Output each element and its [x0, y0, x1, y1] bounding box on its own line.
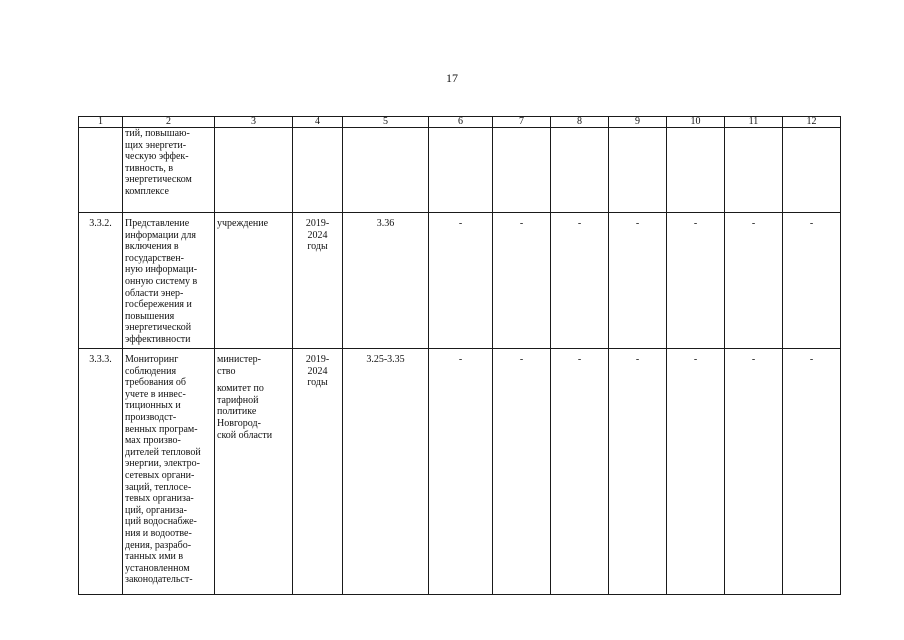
value-cell: - — [429, 213, 493, 349]
indicator: 3.25-3.35 — [343, 349, 429, 595]
term-cell — [293, 213, 343, 349]
measure-name-cell — [123, 213, 215, 349]
measure-name-cell — [123, 128, 215, 213]
column-header: 11 — [725, 117, 783, 128]
measure-name: Мониторинг соблюдения требования об учете в инвес- тиционных и производст- венных програм- мах произво- дителей тепловой энергии, электро- сетевых органи- заций, теплосе- тевых организа- ций, организа- ций водоснабже- ния и водоотве- дения, разрабо- танных ими в установленном законодательст- — [125, 354, 201, 586]
value-cell — [783, 128, 841, 213]
measure-name-cell — [123, 349, 215, 595]
value-cell: - — [609, 349, 667, 595]
term-cell — [293, 128, 343, 213]
column-header: 1 — [79, 117, 123, 128]
term: 2019- 2024 годы — [305, 354, 330, 389]
value-cell: - — [667, 349, 725, 595]
executor-secondary: комитет по тарифной политике Новгород- ской области — [217, 383, 273, 441]
value-cell: - — [783, 213, 841, 349]
value-cell — [551, 128, 609, 213]
column-header: 6 — [429, 117, 493, 128]
value-cell: - — [667, 213, 725, 349]
table-row-3-3-3 — [79, 349, 841, 595]
measure-name: тий, повышаю- щих энергети- ческую эффек- тивность, в энергетическом комплексе — [125, 128, 192, 197]
column-header: 9 — [609, 117, 667, 128]
column-header: 10 — [667, 117, 725, 128]
value-cell: - — [725, 349, 783, 595]
value-cell: - — [609, 213, 667, 349]
executor-cell — [215, 349, 293, 595]
row-number-cell — [79, 128, 123, 213]
executor-primary: министер- ство — [217, 354, 261, 377]
table-row-3-3-2 — [79, 213, 841, 349]
value-cell — [429, 128, 493, 213]
row-number: 3.3.2. — [79, 213, 123, 349]
executor-cell — [215, 213, 293, 349]
executor-cell — [215, 128, 293, 213]
table-header-row — [79, 117, 841, 128]
value-cell — [725, 128, 783, 213]
value-cell — [493, 128, 551, 213]
measures-table — [78, 116, 841, 595]
term-cell — [293, 349, 343, 595]
executor: учреждение — [217, 218, 269, 229]
column-header: 3 — [215, 117, 293, 128]
value-cell: - — [429, 349, 493, 595]
column-header: 2 — [123, 117, 215, 128]
table-row-continued — [79, 128, 841, 213]
column-header: 8 — [551, 117, 609, 128]
measure-name: Представление информации для включения в государствен- ную информаци- онную систему в области энер- госбережения и повышения энергетической эффективности — [125, 218, 198, 345]
value-cell: - — [493, 349, 551, 595]
column-header: 12 — [783, 117, 841, 128]
column-header: 4 — [293, 117, 343, 128]
indicator: 3.36 — [343, 213, 429, 349]
page-number: 17 — [446, 71, 458, 85]
column-header: 5 — [343, 117, 429, 128]
value-cell: - — [725, 213, 783, 349]
value-cell: - — [551, 349, 609, 595]
indicator-cell — [343, 128, 429, 213]
term: 2019- 2024 годы — [305, 218, 330, 253]
value-cell: - — [551, 213, 609, 349]
value-cell: - — [493, 213, 551, 349]
column-header: 7 — [493, 117, 551, 128]
row-number: 3.3.3. — [79, 349, 123, 595]
value-cell — [609, 128, 667, 213]
value-cell: - — [783, 349, 841, 595]
value-cell — [667, 128, 725, 213]
